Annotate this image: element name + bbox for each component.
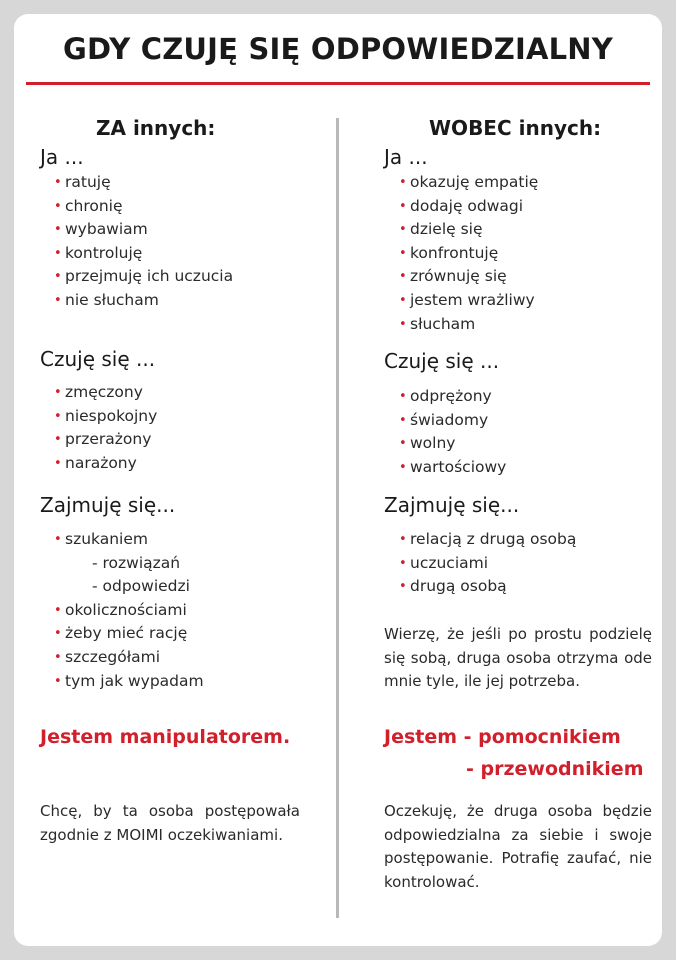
column-divider	[336, 118, 339, 918]
right-heading: WOBEC innych:	[429, 116, 602, 140]
bullet-icon: •	[54, 626, 62, 642]
bullet-icon: •	[399, 198, 407, 214]
list-item-text: okazuję empatię	[410, 173, 539, 191]
bullet-icon: •	[399, 175, 407, 190]
list-item-text: wolny	[410, 434, 456, 453]
right-ja-list	[385, 171, 538, 336]
list-item	[385, 195, 538, 219]
list-item-text: drugą osobą	[410, 577, 507, 596]
list-item-text: relacją z drugą osobą	[410, 530, 577, 548]
left-zajmuje-list	[40, 528, 204, 693]
list-item	[385, 456, 506, 480]
bullet-icon: •	[54, 175, 62, 190]
list-item	[385, 432, 506, 456]
list-item	[40, 646, 204, 670]
list-item-text: żeby mieć rację	[65, 624, 188, 643]
list-item	[40, 452, 157, 476]
list-item-text: dzielę się	[410, 220, 483, 239]
list-item	[385, 528, 576, 552]
right-ja-label: Ja ...	[384, 145, 428, 169]
list-item	[40, 622, 204, 646]
bullet-icon: •	[54, 222, 62, 238]
list-item	[40, 195, 233, 219]
bullet-icon: •	[399, 222, 407, 238]
left-ja-label: Ja ...	[40, 145, 84, 169]
list-item	[385, 409, 506, 433]
list-item-text: szczegółami	[65, 647, 161, 666]
list-item-text: wybawiam	[65, 220, 148, 239]
bullet-icon: •	[399, 459, 407, 475]
right-belief: Wierzę, że jeśli po prostu podzielę się sobą, druga osoba otrzyma ode mnie tyle, ile jej potrzeba.	[384, 625, 652, 690]
list-item-text: niespokojny	[65, 406, 158, 425]
list-item-text: przejmuję ich uczucia	[65, 267, 234, 286]
list-item	[40, 575, 204, 599]
list-item	[40, 242, 233, 266]
list-item-text: wartościowy	[410, 457, 507, 476]
list-item-text: słucham	[410, 314, 476, 333]
list-item-text: zrównuję się	[410, 267, 507, 286]
list-item-text: narażony	[65, 453, 137, 472]
bullet-icon: •	[54, 408, 62, 424]
list-item	[385, 242, 538, 266]
list-item-text: ratuję	[65, 173, 111, 191]
bullet-icon: •	[399, 269, 407, 285]
list-item	[385, 289, 538, 313]
list-item	[385, 385, 506, 409]
list-item	[40, 552, 204, 576]
list-item	[40, 171, 233, 195]
left-zajmuje-label: Zajmuję się...	[40, 493, 176, 517]
right-statement-line2: - przewodnikiem	[466, 758, 644, 780]
list-item	[385, 218, 538, 242]
bullet-icon: •	[399, 436, 407, 452]
bullet-icon: •	[54, 455, 62, 471]
list-item	[385, 552, 576, 576]
title-underline	[26, 82, 650, 85]
list-item	[40, 289, 233, 313]
page-title: GDY CZUJĘ SIĘ ODPOWIEDZIALNY	[63, 32, 613, 66]
list-item	[40, 218, 233, 242]
list-item	[385, 171, 538, 195]
list-item	[385, 265, 538, 289]
list-item-text: konfrontuję	[410, 243, 499, 262]
list-item-text: jestem wrażliwy	[410, 290, 535, 309]
right-closing: Oczekuję, że druga osoba będzie odpowiedzialna za siebie i swoje postępowanie. Potrafię zaufać, nie kontrolować.	[384, 802, 652, 891]
poster-card	[14, 14, 662, 946]
bullet-icon: •	[399, 245, 407, 261]
left-statement: Jestem manipulatorem.	[40, 726, 291, 748]
list-item	[40, 405, 157, 429]
list-item-text: - odpowiedzi	[92, 577, 190, 596]
right-zajmuje-label: Zajmuję się...	[384, 493, 520, 517]
list-item-text: kontroluję	[65, 243, 143, 262]
bullet-icon: •	[399, 555, 407, 571]
list-item-text: świadomy	[410, 410, 489, 429]
bullet-icon: •	[54, 198, 62, 214]
bullet-icon: •	[54, 602, 62, 618]
list-item	[40, 528, 204, 552]
list-item	[385, 575, 576, 599]
bullet-icon: •	[54, 292, 62, 308]
bullet-icon: •	[399, 292, 407, 308]
bullet-icon: •	[54, 532, 62, 547]
bullet-icon: •	[54, 269, 62, 285]
right-czuje-list	[385, 385, 506, 479]
left-ja-list	[40, 171, 233, 313]
bullet-icon: •	[399, 412, 407, 428]
list-item-text: - rozwiązań	[92, 553, 181, 572]
list-item	[40, 670, 204, 694]
right-zajmuje-list	[385, 528, 576, 599]
list-item	[40, 381, 157, 405]
list-item	[40, 265, 233, 289]
bullet-icon: •	[399, 389, 407, 404]
right-statement-line1: Jestem - pomocnikiem	[384, 726, 621, 748]
bullet-icon: •	[54, 432, 62, 448]
right-czuje-label: Czuję się ...	[384, 349, 500, 373]
list-item-text: szukaniem	[65, 530, 149, 548]
left-czuje-list	[40, 381, 157, 475]
bullet-icon: •	[399, 316, 407, 332]
list-item	[40, 428, 157, 452]
list-item-text: zmęczony	[65, 383, 143, 401]
list-item-text: przerażony	[65, 430, 152, 449]
left-czuje-label: Czuję się ...	[40, 347, 156, 371]
list-item	[385, 313, 538, 337]
left-closing: Chcę, by ta osoba postępowała zgodnie z MOIMI oczekiwaniami.	[40, 802, 300, 844]
list-item-text: nie słucham	[65, 290, 159, 309]
bullet-icon: •	[54, 673, 62, 689]
list-item-text: chronię	[65, 196, 123, 215]
bullet-icon: •	[399, 532, 407, 547]
list-item-text: okolicznościami	[65, 600, 187, 619]
list-item-text: dodaję odwagi	[410, 196, 524, 215]
bullet-icon: •	[54, 245, 62, 261]
bullet-icon: •	[54, 385, 62, 400]
list-item-text: uczuciami	[410, 553, 489, 572]
list-item-text: odprężony	[410, 387, 492, 405]
list-item-text: tym jak wypadam	[65, 671, 204, 690]
list-item	[40, 599, 204, 623]
bullet-icon: •	[399, 579, 407, 595]
left-heading: ZA innych:	[96, 116, 216, 140]
bullet-icon: •	[54, 649, 62, 665]
